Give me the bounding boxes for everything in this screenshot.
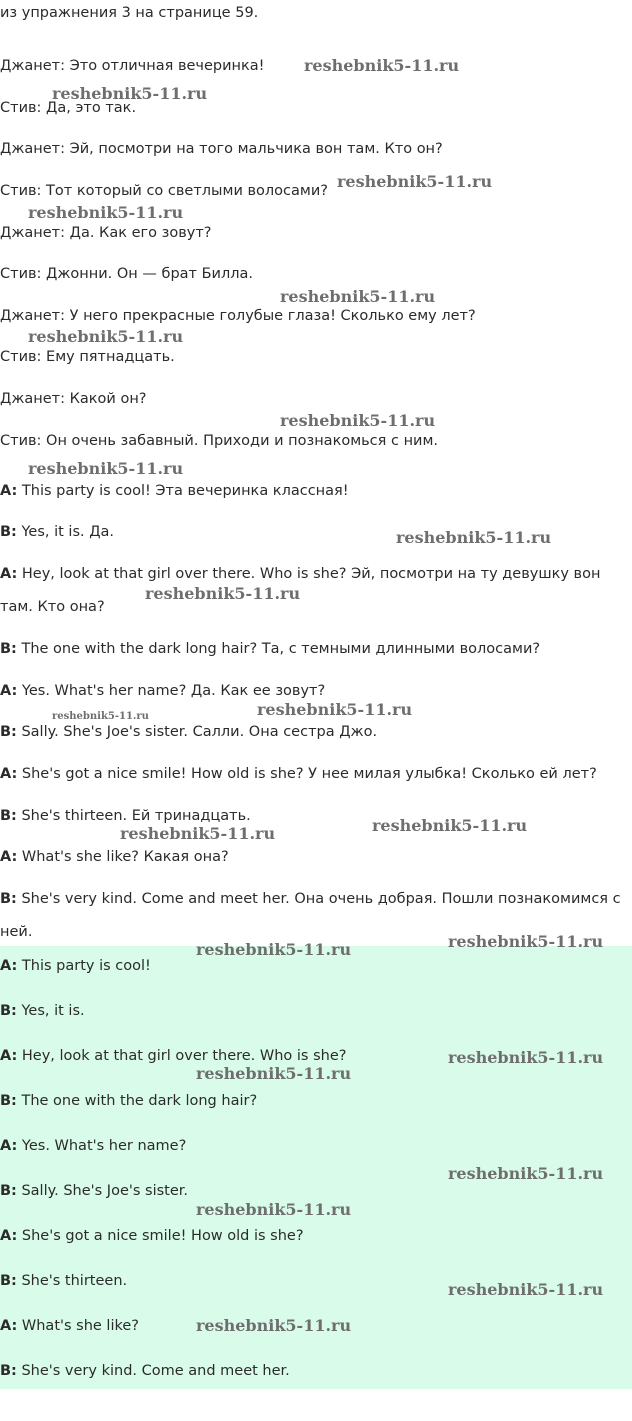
speaker-label: A: bbox=[0, 1048, 18, 1064]
watermark: reshebnik5-11.ru bbox=[396, 528, 552, 547]
speaker-label: A: bbox=[0, 483, 18, 499]
speaker-label: B: bbox=[0, 1183, 17, 1199]
watermark: reshebnik5-11.ru bbox=[337, 172, 493, 191]
watermark: reshebnik5-11.ru bbox=[280, 287, 436, 306]
dialog-line bbox=[0, 889, 621, 909]
dialog-line bbox=[0, 956, 151, 976]
watermark: reshebnik5-11.ru bbox=[372, 816, 528, 835]
watermark: reshebnik5-11.ru bbox=[448, 1164, 604, 1183]
speaker-label: A: bbox=[0, 766, 18, 782]
speaker-label: B: bbox=[0, 1273, 17, 1289]
speaker-label: B: bbox=[0, 724, 17, 740]
speaker-label: B: bbox=[0, 524, 17, 540]
speaker-label: B: bbox=[0, 641, 17, 657]
line-text: This party is cool! Эта вечеринка классная! bbox=[17, 483, 349, 499]
ru-line-3: Джанет: Эй, посмотри на того мальчика вон там. Кто он? bbox=[0, 141, 443, 157]
speaker-label: A: bbox=[0, 566, 18, 582]
watermark: reshebnik5-11.ru bbox=[28, 203, 184, 222]
dialog-line bbox=[0, 639, 540, 659]
watermark: reshebnik5-11.ru bbox=[448, 1280, 604, 1299]
speaker-label: A: bbox=[0, 683, 18, 699]
watermark: reshebnik5-11.ru bbox=[448, 932, 604, 951]
line-text: What's she like? Какая она? bbox=[17, 849, 229, 865]
line-text: Sally. She's Joe's sister. Салли. Она сестра Джо. bbox=[16, 724, 378, 740]
line-text: This party is cool! bbox=[17, 958, 151, 974]
dialog-line bbox=[0, 1091, 257, 1111]
dialog-line bbox=[0, 764, 597, 784]
line-text: What's she like? bbox=[17, 1318, 139, 1334]
speaker-label: B: bbox=[0, 1003, 17, 1019]
line-text: Hey, look at that girl over there. Who is she? Эй, посмотри на ту девушку вон bbox=[17, 566, 601, 582]
line-text: She's very kind. Come and meet her. bbox=[16, 1363, 290, 1379]
dialog-line bbox=[0, 1046, 346, 1066]
speaker-label: A: bbox=[0, 958, 18, 974]
watermark: reshebnik5-11.ru bbox=[196, 1316, 352, 1335]
speaker-label: B: bbox=[0, 1363, 17, 1379]
speaker-label: B: bbox=[0, 891, 17, 907]
ru-line-2: Стив: Да, это так. bbox=[0, 100, 137, 116]
line-text: Yes, it is. Да. bbox=[16, 524, 115, 540]
speaker-label: A: bbox=[0, 849, 18, 865]
watermark: reshebnik5-11.ru bbox=[196, 940, 352, 959]
line-text: She's very kind. Come and meet her. Она очень добрая. Пошли познакомимся с bbox=[16, 891, 621, 907]
dialog-line bbox=[0, 564, 600, 584]
watermark: reshebnik5-11.ru bbox=[28, 327, 184, 346]
ru-line-1: Джанет: Это отличная вечеринка! bbox=[0, 58, 265, 74]
line-text: Hey, look at that girl over there. Who is she? bbox=[17, 1048, 347, 1064]
ru-line-9: Джанет: Какой он? bbox=[0, 391, 147, 407]
watermark: reshebnik5-11.ru bbox=[120, 824, 276, 843]
dialog-line-continuation: ней. bbox=[0, 924, 33, 940]
line-text: She's thirteen. bbox=[16, 1273, 128, 1289]
line-text: She's thirteen. Ей тринадцать. bbox=[16, 808, 251, 824]
dialog-line bbox=[0, 1181, 188, 1201]
dialog-line-continuation: там. Кто она? bbox=[0, 599, 105, 615]
dialog-line bbox=[0, 1136, 186, 1156]
watermark: reshebnik5-11.ru bbox=[196, 1200, 352, 1219]
speaker-label: A: bbox=[0, 1318, 18, 1334]
watermark: reshebnik5-11.ru bbox=[28, 459, 184, 478]
dialog-line bbox=[0, 1271, 127, 1291]
line-text: She's got a nice smile! How old is she? bbox=[17, 1228, 304, 1244]
dialog-line bbox=[0, 481, 349, 501]
intro-line: из упражнения 3 на странице 59. bbox=[0, 5, 259, 21]
ru-line-4: Стив: Тот который со светлыми волосами? bbox=[0, 183, 328, 199]
line-text: She's got a nice smile! How old is she? У нее милая улыбка! Сколько ей лет? bbox=[17, 766, 597, 782]
dialog-line bbox=[0, 1361, 290, 1381]
line-text: The one with the dark long hair? bbox=[16, 1093, 258, 1109]
watermark: reshebnik5-11.ru bbox=[52, 711, 149, 722]
watermark: reshebnik5-11.ru bbox=[257, 700, 413, 719]
dialog-line bbox=[0, 681, 325, 701]
watermark: reshebnik5-11.ru bbox=[145, 584, 301, 603]
dialog-line bbox=[0, 1001, 85, 1021]
watermark: reshebnik5-11.ru bbox=[280, 411, 436, 430]
line-text: The one with the dark long hair? Та, с темными длинными волосами? bbox=[16, 641, 541, 657]
ru-line-8: Стив: Ему пятнадцать. bbox=[0, 349, 175, 365]
line-text: Sally. She's Joe's sister. bbox=[16, 1183, 189, 1199]
speaker-label: A: bbox=[0, 1228, 18, 1244]
dialog-line bbox=[0, 847, 229, 867]
ru-line-5: Джанет: Да. Как его зовут? bbox=[0, 225, 212, 241]
line-text: Yes. What's her name? bbox=[17, 1138, 187, 1154]
speaker-label: A: bbox=[0, 1138, 18, 1154]
ru-line-7: Джанет: У него прекрасные голубые глаза! Сколько ему лет? bbox=[0, 308, 476, 324]
watermark: reshebnik5-11.ru bbox=[304, 56, 460, 75]
watermark: reshebnik5-11.ru bbox=[196, 1064, 352, 1083]
line-text: Yes, it is. bbox=[16, 1003, 85, 1019]
watermark: reshebnik5-11.ru bbox=[448, 1048, 604, 1067]
dialog-line bbox=[0, 522, 114, 542]
dialog-line bbox=[0, 1226, 304, 1246]
watermark: reshebnik5-11.ru bbox=[52, 84, 208, 103]
ru-line-6: Стив: Джонни. Он — брат Билла. bbox=[0, 266, 253, 282]
dialog-line bbox=[0, 806, 251, 826]
speaker-label: B: bbox=[0, 808, 17, 824]
ru-line-10: Стив: Он очень забавный. Приходи и познакомься с ним. bbox=[0, 433, 439, 449]
dialog-line bbox=[0, 1316, 139, 1336]
line-text: Yes. What's her name? Да. Как ее зовут? bbox=[17, 683, 326, 699]
speaker-label: B: bbox=[0, 1093, 17, 1109]
